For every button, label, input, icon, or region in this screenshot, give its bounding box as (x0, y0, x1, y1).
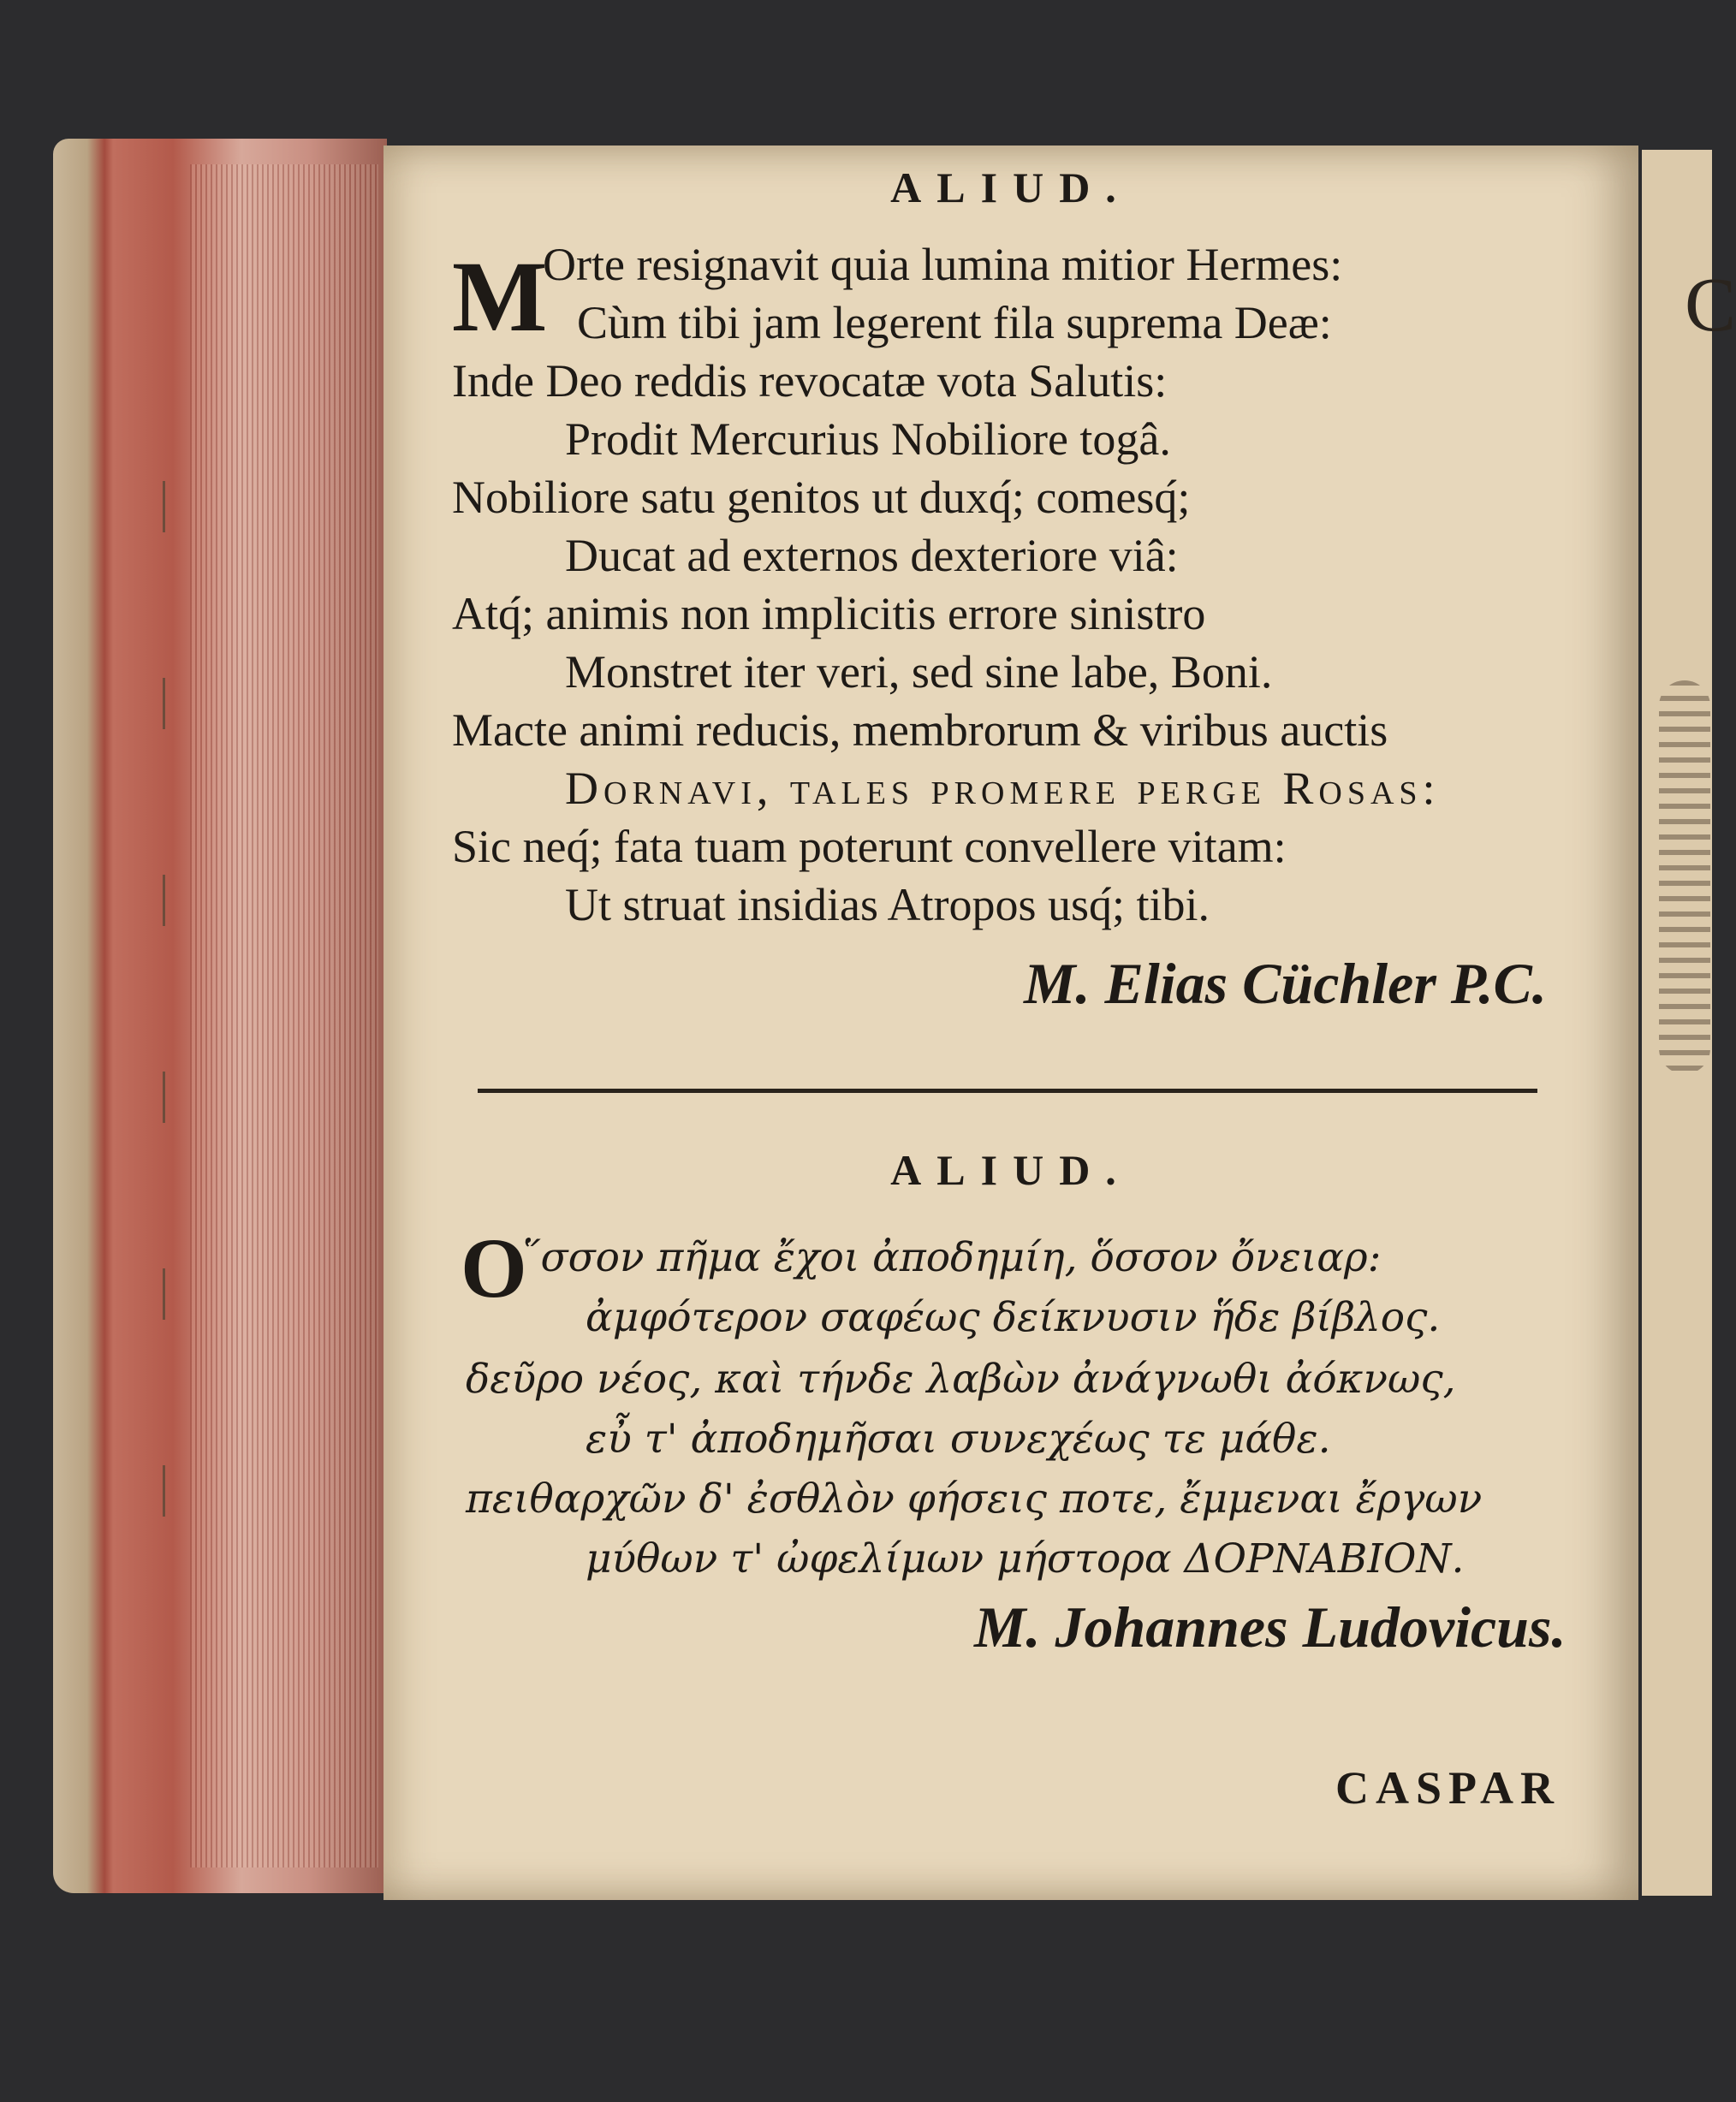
book-page (383, 145, 1638, 1900)
book-page-edges (53, 139, 387, 1893)
poem1-heading: ALIUD. (890, 163, 1132, 211)
facing-page-ornament (1659, 680, 1710, 1074)
poem2-line-3: δεῦρο νέος, καὶ τήνδε λαβὼν ἀνάγνωθι ἀόκνως, (466, 1356, 1456, 1403)
page-edge-lines (190, 164, 378, 1867)
poem1-line-8: Monstret iter veri, sed sine labe, Boni. (565, 646, 1273, 698)
poem1-line-12: Ut struat insidias Atropos usq́; tibi. (565, 879, 1210, 930)
poem2-line-6: μύθων τ' ὠφελίμων μήστορα ΔΟΡΝΑΒΙΟΝ. (586, 1535, 1465, 1582)
poem2-line-5: πειθαρχῶν δ' ἐσθλὸν φήσεις ποτε, ἔμμεναι ἔργων (466, 1476, 1483, 1523)
poem1-line-2: Cùm tibi jam legerent fila suprema Deæ: (577, 297, 1332, 348)
catchword: CASPAR (1335, 1762, 1561, 1814)
poem1-signature: M. Elias Cüchler P.C. (1024, 951, 1547, 1016)
poem2-line-1: ῞σσον πῆμα ἔχοι ἀποδημίη, ὅσσον ὄνειαρ: (520, 1234, 1382, 1281)
facing-page-initial: C (1685, 263, 1736, 347)
poem2-dropcap: O (461, 1220, 527, 1315)
poem1-line-5: Nobiliore satu genitos ut duxq́; comesq́; (452, 472, 1191, 523)
poem1-line-7: Atq́; animis non implicitis errore sinistro (452, 588, 1206, 639)
poem2-line-2: ἀμφότερον σαφέως δείκνυσιν ἥδε βίβλος. (586, 1294, 1441, 1341)
poem2-signature: M. Johannes Ludovicus. (974, 1594, 1567, 1660)
poem1-line-10: Dornavi, tales promere perge Rosas: (565, 763, 1441, 814)
poem1-line-9: Macte animi reducis, membrorum & viribus auctis (452, 704, 1388, 756)
poem1-line-6: Ducat ad externos dexteriore viâ: (565, 530, 1179, 581)
facing-page-fragment (1642, 150, 1736, 1896)
poem1-line-1: Orte resignavit quia lumina mitior Hermes: (543, 239, 1343, 290)
poem1-line-4: Prodit Mercurius Nobiliore togâ. (565, 413, 1171, 465)
poem2-heading: ALIUD. (890, 1146, 1132, 1194)
poem1-line-11: Sic neq́; fata tuam poterunt convellere vitam: (452, 821, 1287, 872)
poem2-line-4: εὖ τ' ἀποδημῆσαι συνεχέως τε μάθε. (586, 1416, 1331, 1463)
poem1-line-3: Inde Deo reddis revocatæ vota Salutis: (452, 355, 1168, 407)
section-divider-rule (478, 1089, 1537, 1093)
poem1-dropcap: M (452, 240, 548, 353)
spine-marks (163, 481, 178, 1765)
